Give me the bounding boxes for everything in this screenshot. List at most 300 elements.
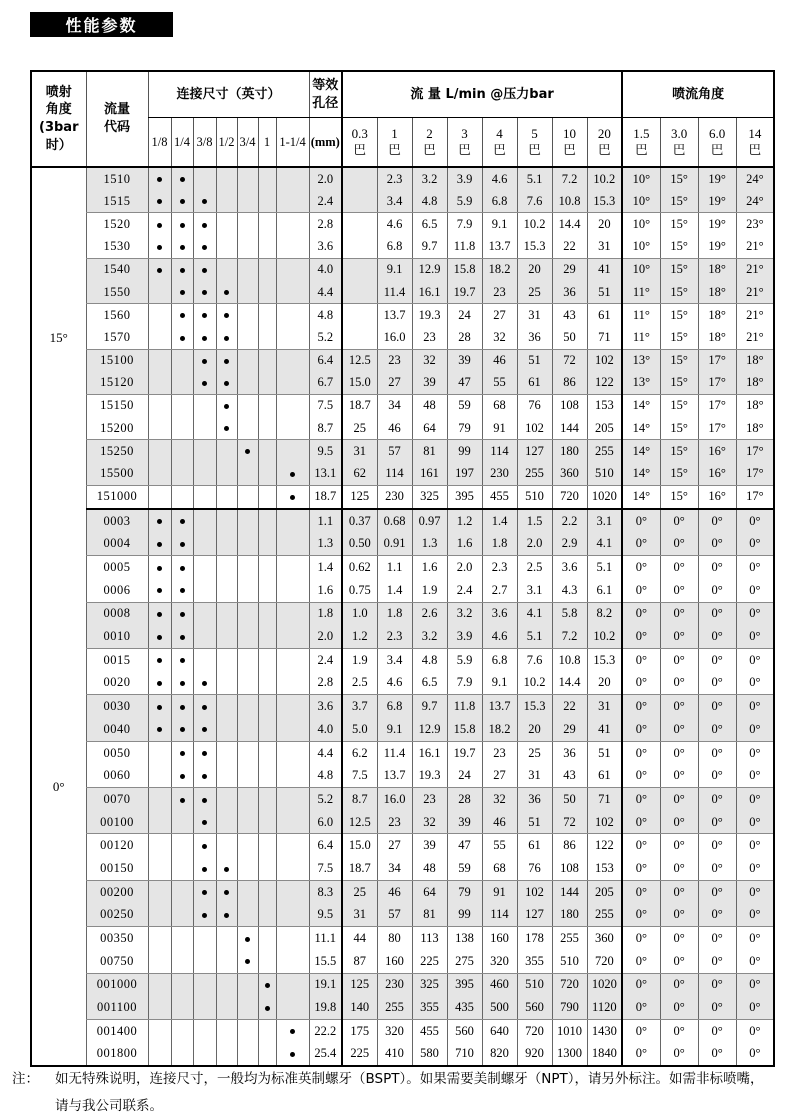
angle-value-cell: 0° xyxy=(660,741,698,764)
col-header-connection-size: 连接尺寸（英寸） xyxy=(148,71,309,118)
availability-dot xyxy=(224,426,229,431)
connection-cell-1/8 xyxy=(148,258,171,281)
connection-cell-1/8 xyxy=(148,695,171,718)
flow-value-cell: 160 xyxy=(377,950,412,973)
connection-cell-1/4 xyxy=(171,973,193,996)
connection-cell-3/4 xyxy=(237,190,258,213)
connection-cell-1-1/4 xyxy=(276,834,309,857)
page-title-text: 性能参数 xyxy=(65,16,138,35)
angle-value-cell: 0° xyxy=(698,672,736,695)
angle-value-cell: 15° xyxy=(660,462,698,485)
availability-dot xyxy=(224,913,229,918)
angle-value-cell: 18° xyxy=(698,281,736,304)
availability-dot xyxy=(180,774,185,779)
angle-value-cell: 0° xyxy=(660,672,698,695)
section-angle-label: 0° xyxy=(31,509,86,1067)
connection-cell-1/4 xyxy=(171,533,193,556)
angle-value-cell: 15° xyxy=(660,236,698,259)
angle-value-cell: 15° xyxy=(660,349,698,372)
flow-value-cell: 31 xyxy=(587,695,622,718)
flow-code-cell: 15150 xyxy=(86,394,148,417)
flow-value-cell: 64 xyxy=(412,417,447,440)
connection-cell-3/8 xyxy=(193,236,216,259)
connection-cell-1-1/4 xyxy=(276,326,309,349)
availability-dot xyxy=(224,336,229,341)
aperture-cell: 6.7 xyxy=(309,372,342,395)
flow-value-cell: 28 xyxy=(447,326,482,349)
angle-value-cell: 19° xyxy=(698,190,736,213)
table-row xyxy=(31,1043,774,1067)
table-header xyxy=(31,71,774,167)
angle-value-cell: 0° xyxy=(622,509,660,533)
angle-value-cell: 0° xyxy=(736,834,774,857)
aperture-cell: 9.5 xyxy=(309,904,342,927)
aperture-cell: 6.4 xyxy=(309,349,342,372)
aperture-cell: 1.8 xyxy=(309,602,342,625)
flow-value-cell: 23 xyxy=(482,741,517,764)
flow-code-cell: 001100 xyxy=(86,996,148,1019)
flow-value-cell: 25 xyxy=(342,417,377,440)
angle-value-cell: 17° xyxy=(698,417,736,440)
flow-value-cell: 8.7 xyxy=(342,788,377,811)
connection-cell-3/4 xyxy=(237,417,258,440)
connection-cell-1/4 xyxy=(171,950,193,973)
angle-value-cell: 0° xyxy=(698,648,736,671)
flow-value-cell: 435 xyxy=(447,996,482,1019)
connection-cell-1/2 xyxy=(216,372,237,395)
angle-value-cell: 0° xyxy=(622,695,660,718)
connection-cell-1/2 xyxy=(216,602,237,625)
flow-code-cell: 15250 xyxy=(86,440,148,463)
flow-code-cell: 001000 xyxy=(86,973,148,996)
availability-dot xyxy=(180,336,185,341)
flow-value-cell: 9.1 xyxy=(377,718,412,741)
angle-value-cell: 10° xyxy=(622,258,660,281)
connection-cell-3/4 xyxy=(237,394,258,417)
flow-value-cell: 1.6 xyxy=(447,533,482,556)
flow-value-cell: 81 xyxy=(412,440,447,463)
availability-dot xyxy=(202,798,207,803)
angle-value-cell: 16° xyxy=(698,485,736,509)
flow-value-cell: 22 xyxy=(552,236,587,259)
angle-value-cell: 0° xyxy=(736,556,774,579)
angle-value-cell: 0° xyxy=(736,625,774,648)
flow-value-cell: 87 xyxy=(342,950,377,973)
flow-value-cell: 355 xyxy=(412,996,447,1019)
aperture-cell: 8.7 xyxy=(309,417,342,440)
connection-cell-1-1/4 xyxy=(276,372,309,395)
flow-value-cell: 10.2 xyxy=(587,167,622,190)
flow-value-cell: 180 xyxy=(552,440,587,463)
flow-value-cell: 41 xyxy=(587,718,622,741)
availability-dot xyxy=(180,681,185,686)
pressure-value: 0.3 xyxy=(351,125,368,141)
flow-value-cell: 18.7 xyxy=(342,394,377,417)
angle-value-cell: 14° xyxy=(622,394,660,417)
angle-value-cell: 0° xyxy=(660,996,698,1019)
flow-value-cell: 2.5 xyxy=(342,672,377,695)
pressure-unit: 巴 xyxy=(563,142,576,158)
flow-code-cell: 0010 xyxy=(86,625,148,648)
flow-value-cell: 255 xyxy=(377,996,412,1019)
flow-code-cell: 1540 xyxy=(86,258,148,281)
table-row xyxy=(31,485,774,509)
angle-value-cell: 0° xyxy=(736,672,774,695)
flow-value-cell: 46 xyxy=(482,811,517,834)
flow-value-cell: 27 xyxy=(377,372,412,395)
flow-value-cell: 13.7 xyxy=(482,236,517,259)
flow-value-cell: 395 xyxy=(447,485,482,509)
angle-value-cell: 15° xyxy=(660,281,698,304)
availability-dot xyxy=(180,199,185,204)
connection-cell-1/4 xyxy=(171,485,193,509)
connection-cell-1/2 xyxy=(216,1019,237,1042)
connection-cell-1/4 xyxy=(171,741,193,764)
flow-value-cell: 4.6 xyxy=(482,167,517,190)
flow-value-cell: 86 xyxy=(552,834,587,857)
flow-value-cell: 4.8 xyxy=(412,190,447,213)
connection-cell-1 xyxy=(258,1019,276,1042)
table-row xyxy=(31,349,774,372)
flow-value-cell: 3.6 xyxy=(552,556,587,579)
flow-value-cell: 6.1 xyxy=(587,579,622,602)
flow-value-cell: 43 xyxy=(552,764,587,787)
angle-value-cell: 0° xyxy=(736,1043,774,1067)
flow-value-cell: 1010 xyxy=(552,1019,587,1042)
connection-cell-3/8 xyxy=(193,281,216,304)
connection-cell-1/8 xyxy=(148,741,171,764)
flow-code-cell: 1510 xyxy=(86,167,148,190)
flow-value-cell: 0.37 xyxy=(342,509,377,533)
availability-dot xyxy=(157,727,162,732)
angle-value-cell: 10° xyxy=(622,213,660,236)
flow-value-cell: 1.8 xyxy=(377,602,412,625)
connection-cell-1 xyxy=(258,326,276,349)
connection-cell-3/4 xyxy=(237,167,258,190)
col-header-pressure-2bar xyxy=(412,118,447,168)
connection-cell-1/2 xyxy=(216,764,237,787)
availability-dot xyxy=(180,566,185,571)
aperture-cell: 9.5 xyxy=(309,440,342,463)
angle-value-cell: 0° xyxy=(698,533,736,556)
angle-value-cell: 21° xyxy=(736,326,774,349)
angle-value-cell: 15° xyxy=(660,372,698,395)
connection-cell-1/4 xyxy=(171,417,193,440)
flow-value-cell: 32 xyxy=(482,788,517,811)
connection-cell-3/4 xyxy=(237,372,258,395)
flow-code-cell: 00750 xyxy=(86,950,148,973)
flow-value-cell: 27 xyxy=(377,834,412,857)
flow-value-cell: 55 xyxy=(482,372,517,395)
connection-cell-1/2 xyxy=(216,857,237,880)
connection-cell-1/4 xyxy=(171,648,193,671)
connection-cell-1 xyxy=(258,741,276,764)
angle-value-cell: 0° xyxy=(622,1019,660,1042)
connection-cell-1 xyxy=(258,857,276,880)
angle-value-cell: 21° xyxy=(736,304,774,327)
flow-value-cell: 7.6 xyxy=(517,190,552,213)
connection-cell-3/4 xyxy=(237,236,258,259)
col-header-angle-pressure-14bar xyxy=(736,118,774,168)
flow-value-cell xyxy=(342,213,377,236)
flow-code-cell: 0060 xyxy=(86,764,148,787)
connection-cell-3/8 xyxy=(193,857,216,880)
connection-cell-1 xyxy=(258,904,276,927)
connection-cell-1-1/4 xyxy=(276,281,309,304)
table-row xyxy=(31,927,774,950)
connection-cell-3/8 xyxy=(193,741,216,764)
connection-cell-1/8 xyxy=(148,485,171,509)
flow-value-cell: 127 xyxy=(517,440,552,463)
flow-value-cell: 5.9 xyxy=(447,648,482,671)
angle-value-cell: 0° xyxy=(736,788,774,811)
flow-value-cell: 10.2 xyxy=(517,213,552,236)
angle-value-cell: 14° xyxy=(622,440,660,463)
flow-value-cell: 230 xyxy=(377,485,412,509)
aperture-cell: 19.8 xyxy=(309,996,342,1019)
col-header-size-3/8: 3/8 xyxy=(193,118,216,168)
angle-value-cell: 17° xyxy=(736,440,774,463)
flow-value-cell: 72 xyxy=(552,349,587,372)
connection-cell-1-1/4 xyxy=(276,349,309,372)
flow-value-cell: 7.5 xyxy=(342,764,377,787)
table-row xyxy=(31,509,774,533)
aperture-cell: 4.4 xyxy=(309,741,342,764)
availability-dot xyxy=(245,959,250,964)
flow-value-cell: 80 xyxy=(377,927,412,950)
connection-cell-3/4 xyxy=(237,741,258,764)
availability-dot xyxy=(157,658,162,663)
connection-cell-3/8 xyxy=(193,973,216,996)
angle-value-cell: 0° xyxy=(698,509,736,533)
col-header-flow-rate: 流 量 L/min @压力bar xyxy=(342,71,622,118)
angle-value-cell: 0° xyxy=(660,602,698,625)
flow-value-cell: 1.5 xyxy=(517,509,552,533)
flow-value-cell: 79 xyxy=(447,880,482,903)
angle-value-cell: 0° xyxy=(660,625,698,648)
angle-value-cell: 15° xyxy=(660,258,698,281)
connection-cell-1-1/4 xyxy=(276,648,309,671)
flow-value-cell: 10.8 xyxy=(552,190,587,213)
connection-cell-3/8 xyxy=(193,258,216,281)
connection-cell-1/4 xyxy=(171,602,193,625)
connection-cell-1-1/4 xyxy=(276,236,309,259)
flow-value-cell: 10.2 xyxy=(517,672,552,695)
angle-value-cell: 0° xyxy=(736,857,774,880)
flow-value-cell: 6.8 xyxy=(377,236,412,259)
flow-value-cell: 9.1 xyxy=(482,672,517,695)
connection-cell-1-1/4 xyxy=(276,394,309,417)
connection-cell-3/4 xyxy=(237,602,258,625)
angle-value-cell: 17° xyxy=(698,394,736,417)
flow-value-cell: 161 xyxy=(412,462,447,485)
flow-code-cell: 15200 xyxy=(86,417,148,440)
connection-cell-3/4 xyxy=(237,672,258,695)
flow-value-cell: 31 xyxy=(517,304,552,327)
flow-value-cell: 25 xyxy=(342,880,377,903)
availability-dot xyxy=(202,681,207,686)
angle-value-cell: 0° xyxy=(736,602,774,625)
flow-value-cell: 113 xyxy=(412,927,447,950)
connection-cell-3/4 xyxy=(237,533,258,556)
aperture-cell: 3.6 xyxy=(309,236,342,259)
flow-value-cell: 23 xyxy=(377,811,412,834)
connection-cell-1/2 xyxy=(216,880,237,903)
connection-cell-1/2 xyxy=(216,788,237,811)
angle-value-cell: 0° xyxy=(622,648,660,671)
availability-dot xyxy=(180,177,185,182)
flow-code-cell: 0005 xyxy=(86,556,148,579)
angle-value-cell: 0° xyxy=(736,509,774,533)
availability-dot xyxy=(157,245,162,250)
flow-value-cell: 20 xyxy=(517,718,552,741)
flow-value-cell: 20 xyxy=(517,258,552,281)
connection-cell-1-1/4 xyxy=(276,996,309,1019)
availability-dot xyxy=(202,199,207,204)
flow-value-cell: 51 xyxy=(587,281,622,304)
angle-value-cell: 18° xyxy=(736,417,774,440)
flow-value-cell: 32 xyxy=(412,811,447,834)
angle-value-cell: 15° xyxy=(660,440,698,463)
col-header-size-1-1/4: 1-1/4 xyxy=(276,118,309,168)
table-row xyxy=(31,1019,774,1042)
aperture-cell: 4.0 xyxy=(309,258,342,281)
col-header-angle-pressure-3.0bar xyxy=(660,118,698,168)
angle-value-cell: 0° xyxy=(698,741,736,764)
availability-dot xyxy=(157,681,162,686)
angle-value-cell: 0° xyxy=(622,904,660,927)
col-header-size-1/2: 1/2 xyxy=(216,118,237,168)
angle-value-cell: 0° xyxy=(622,672,660,695)
flow-value-cell: 50 xyxy=(552,326,587,349)
flow-code-cell: 00350 xyxy=(86,927,148,950)
angle-value-cell: 13° xyxy=(622,372,660,395)
flow-value-cell: 39 xyxy=(412,372,447,395)
flow-value-cell: 23 xyxy=(412,788,447,811)
table-row xyxy=(31,213,774,236)
connection-cell-1/4 xyxy=(171,718,193,741)
aperture-cell: 15.5 xyxy=(309,950,342,973)
flow-value-cell: 108 xyxy=(552,394,587,417)
connection-cell-1/8 xyxy=(148,927,171,950)
angle-value-cell: 0° xyxy=(736,996,774,1019)
connection-cell-1-1/4 xyxy=(276,509,309,533)
pressure-value: 14 xyxy=(748,125,762,141)
connection-cell-1-1/4 xyxy=(276,904,309,927)
flow-value-cell: 360 xyxy=(587,927,622,950)
flow-value-cell: 24 xyxy=(447,764,482,787)
flow-value-cell: 9.1 xyxy=(482,213,517,236)
angle-value-cell: 0° xyxy=(622,741,660,764)
table-row xyxy=(31,440,774,463)
angle-value-cell: 0° xyxy=(736,927,774,950)
flow-value-cell: 122 xyxy=(587,372,622,395)
flow-value-cell: 39 xyxy=(412,834,447,857)
pressure-unit: 巴 xyxy=(458,142,471,158)
connection-cell-3/8 xyxy=(193,648,216,671)
flow-value-cell: 3.2 xyxy=(412,167,447,190)
connection-cell-1/4 xyxy=(171,394,193,417)
connection-cell-1 xyxy=(258,648,276,671)
connection-cell-3/8 xyxy=(193,811,216,834)
availability-dot xyxy=(180,705,185,710)
flow-value-cell xyxy=(342,281,377,304)
flow-value-cell: 560 xyxy=(447,1019,482,1042)
flow-value-cell: 275 xyxy=(447,950,482,973)
table-row xyxy=(31,788,774,811)
flow-code-cell: 00120 xyxy=(86,834,148,857)
flow-value-cell: 3.7 xyxy=(342,695,377,718)
flow-value-cell: 81 xyxy=(412,904,447,927)
flow-code-cell: 1530 xyxy=(86,236,148,259)
flow-value-cell: 3.1 xyxy=(587,509,622,533)
flow-value-cell: 2.3 xyxy=(377,167,412,190)
connection-cell-1/2 xyxy=(216,904,237,927)
col-header-pressure-3bar xyxy=(447,118,482,168)
flow-value-cell: 2.4 xyxy=(447,579,482,602)
availability-dot xyxy=(290,495,295,500)
availability-dot xyxy=(202,313,207,318)
pressure-unit: 巴 xyxy=(493,142,506,158)
flow-value-cell: 455 xyxy=(482,485,517,509)
angle-value-cell: 0° xyxy=(622,625,660,648)
flow-value-cell: 2.7 xyxy=(482,579,517,602)
connection-cell-1-1/4 xyxy=(276,190,309,213)
flow-value-cell: 15.0 xyxy=(342,372,377,395)
angle-value-cell: 0° xyxy=(622,579,660,602)
connection-cell-1/4 xyxy=(171,904,193,927)
angle-value-cell: 0° xyxy=(736,973,774,996)
flow-value-cell: 46 xyxy=(377,417,412,440)
col-header-angle-pressure-1.5bar xyxy=(622,118,660,168)
connection-cell-1/8 xyxy=(148,602,171,625)
connection-cell-3/8 xyxy=(193,904,216,927)
flow-value-cell: 15.3 xyxy=(517,695,552,718)
connection-cell-3/8 xyxy=(193,788,216,811)
flow-value-cell xyxy=(342,304,377,327)
angle-value-cell: 0° xyxy=(622,950,660,973)
pressure-unit: 巴 xyxy=(748,142,762,158)
availability-dot xyxy=(157,635,162,640)
angle-value-cell: 18° xyxy=(698,258,736,281)
connection-cell-1 xyxy=(258,695,276,718)
connection-cell-3/4 xyxy=(237,440,258,463)
connection-cell-1/8 xyxy=(148,190,171,213)
availability-dot xyxy=(202,705,207,710)
angle-value-cell: 17° xyxy=(736,462,774,485)
connection-cell-1-1/4 xyxy=(276,950,309,973)
flow-value-cell: 5.1 xyxy=(517,167,552,190)
connection-cell-1 xyxy=(258,973,276,996)
col-header-size-1: 1 xyxy=(258,118,276,168)
availability-dot xyxy=(202,890,207,895)
connection-cell-1/4 xyxy=(171,349,193,372)
connection-cell-1/2 xyxy=(216,258,237,281)
flow-value-cell: 720 xyxy=(587,950,622,973)
connection-cell-1 xyxy=(258,349,276,372)
angle-value-cell: 0° xyxy=(622,927,660,950)
connection-cell-1 xyxy=(258,190,276,213)
aperture-cell: 1.6 xyxy=(309,579,342,602)
connection-cell-3/8 xyxy=(193,625,216,648)
angle-value-cell: 0° xyxy=(622,556,660,579)
section-angle-label: 15° xyxy=(31,167,86,509)
angle-value-cell: 0° xyxy=(736,1019,774,1042)
angle-value-cell: 13° xyxy=(622,349,660,372)
flow-value-cell: 25 xyxy=(517,741,552,764)
connection-cell-1/8 xyxy=(148,1019,171,1042)
flow-value-cell: 15.8 xyxy=(447,258,482,281)
